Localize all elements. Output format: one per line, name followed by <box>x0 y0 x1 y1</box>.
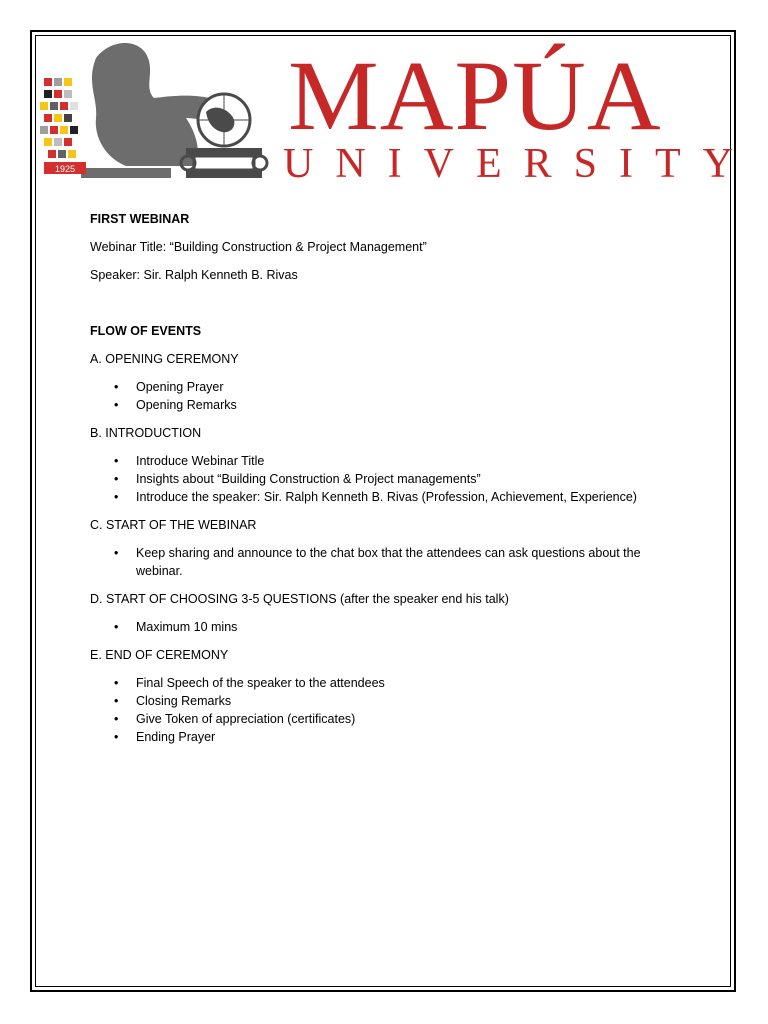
brand-name-top: MAPÚA <box>288 40 662 151</box>
flow-section-list <box>90 674 670 746</box>
list-item: • Opening Prayer <box>114 380 224 394</box>
flow-heading: FLOW OF EVENTS <box>90 324 202 338</box>
flow-section-heading: A. OPENING CEREMONY <box>90 352 239 366</box>
list-item: • Final Speech of the speaker to the attendees <box>114 676 385 690</box>
list-item: • Ending Prayer <box>114 730 216 744</box>
list-item: • Introduce the speaker: Sir. Ralph Kenneth B. Rivas (Profession, Achievement, Experience) <box>114 490 637 504</box>
bullet-icon: • <box>114 694 119 708</box>
flow-section-heading: E. END OF CEREMONY <box>90 648 229 662</box>
flow-section-list <box>90 618 670 636</box>
flow-section-list <box>90 452 670 506</box>
bullet-icon: • <box>114 472 119 486</box>
bullet-icon: • <box>114 380 119 394</box>
speaker-line: Speaker: Sir. Ralph Kenneth B. Rivas <box>90 268 298 282</box>
bullet-icon: • <box>114 730 119 744</box>
list-item: • Give Token of appreciation (certificates) <box>114 712 356 726</box>
bullet-icon: • <box>114 398 119 412</box>
list-item: • Opening Remarks <box>114 398 237 412</box>
bullet-icon: • <box>114 490 119 504</box>
flow-section-list <box>90 378 670 414</box>
list-item: • Insights about “Building Construction & Project managements” <box>114 472 481 486</box>
bullet-icon: • <box>114 546 119 560</box>
flow-section-heading: B. INTRODUCTION <box>90 426 202 440</box>
list-item: • Introduce Webinar Title <box>114 454 265 468</box>
bullet-icon: • <box>114 676 119 690</box>
list-item: • Keep sharing and announce to the chat box that the attendees can ask questions about the webinar. <box>114 546 641 578</box>
statue-emblem-icon <box>36 38 296 188</box>
flow-section-heading: D. START OF CHOOSING 3-5 QUESTIONS (after the speaker end his talk) <box>90 592 509 606</box>
brand-name-bottom: UNIVERSITY <box>283 141 755 187</box>
list-item: • Maximum 10 mins <box>114 620 238 634</box>
flow-section-list <box>90 544 670 580</box>
bullet-icon: • <box>114 620 119 634</box>
document-body <box>90 210 670 746</box>
svg-text:1925: 1925 <box>54 164 76 174</box>
webinar-title-line: Webinar Title: “Building Construction & Project Management” <box>90 240 427 254</box>
flow-section-heading: C. START OF THE WEBINAR <box>90 518 257 532</box>
section-heading: FIRST WEBINAR <box>90 212 190 226</box>
list-item: • Closing Remarks <box>114 694 232 708</box>
bullet-icon: • <box>114 454 119 468</box>
bullet-icon: • <box>114 712 119 726</box>
